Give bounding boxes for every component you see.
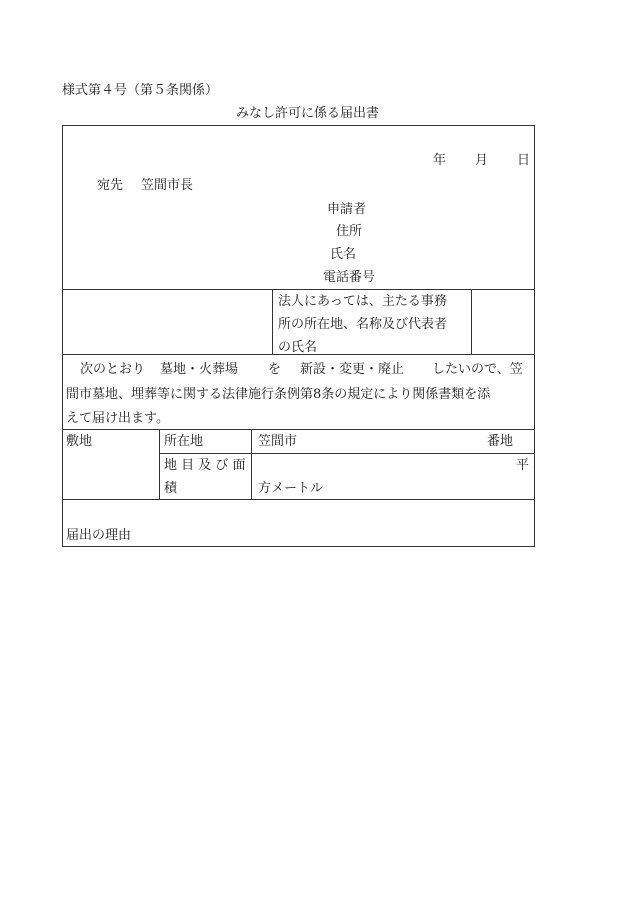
corporate-note-line-3: の氏名 bbox=[278, 340, 318, 355]
page-title: みなし許可に係る届出書 bbox=[236, 106, 380, 121]
statement-line-3: えて届け出ます。 bbox=[66, 411, 169, 426]
form-number: 様式第４号（第５条関係） bbox=[62, 83, 219, 98]
divider-site bbox=[62, 499, 535, 500]
date-day: 日 bbox=[517, 153, 531, 168]
divider-site-label bbox=[159, 429, 160, 499]
divider-statement bbox=[62, 429, 535, 430]
statement-part-5: したいので、笠 bbox=[432, 362, 523, 377]
statement-part-1: 次のとおり bbox=[80, 362, 146, 377]
site-location-city: 笠間市 bbox=[258, 434, 298, 449]
corporate-note-line-2: 所の所在地、名称及び代表者 bbox=[278, 317, 448, 332]
site-area-label-line-1: 地 目 及 び 面 bbox=[164, 458, 246, 473]
divider-site-value bbox=[251, 429, 252, 499]
statement-part-2: 墓地・火葬場 bbox=[160, 362, 239, 377]
site-location-label: 所在地 bbox=[164, 434, 204, 449]
site-area-unit-head: 平 bbox=[516, 458, 530, 473]
applicant-name-label: 氏名 bbox=[330, 247, 357, 262]
applicant-address-label: 住所 bbox=[336, 224, 363, 239]
reason-label: 届出の理由 bbox=[66, 528, 132, 543]
statement-line-2: 間市墓地、埋葬等に関する法律施行条例第8条の規定により関係書類を添 bbox=[66, 387, 491, 402]
site-label: 敷地 bbox=[66, 434, 93, 449]
date-month: 月 bbox=[475, 153, 489, 168]
divider-location bbox=[159, 453, 535, 454]
addressee-name: 笠間市長 bbox=[141, 178, 194, 193]
divider-header bbox=[62, 289, 535, 290]
corporate-note-line-1: 法人にあっては、主たる事務 bbox=[278, 294, 447, 309]
applicant-label: 申請者 bbox=[327, 202, 367, 217]
site-area-unit-tail: 方メートル bbox=[258, 481, 324, 496]
date-year: 年 bbox=[433, 153, 447, 168]
site-location-suffix: 番地 bbox=[487, 434, 514, 449]
addressee-prefix: 宛先 bbox=[97, 178, 124, 193]
applicant-phone-label: 電話番号 bbox=[323, 270, 376, 285]
site-area-label-line-2: 積 bbox=[164, 481, 178, 496]
statement-part-4: 新設・変更・廃止 bbox=[300, 362, 405, 377]
divider-corporate-right bbox=[471, 289, 472, 354]
statement-part-3: を bbox=[268, 362, 282, 377]
divider-corporate-left bbox=[272, 289, 273, 354]
